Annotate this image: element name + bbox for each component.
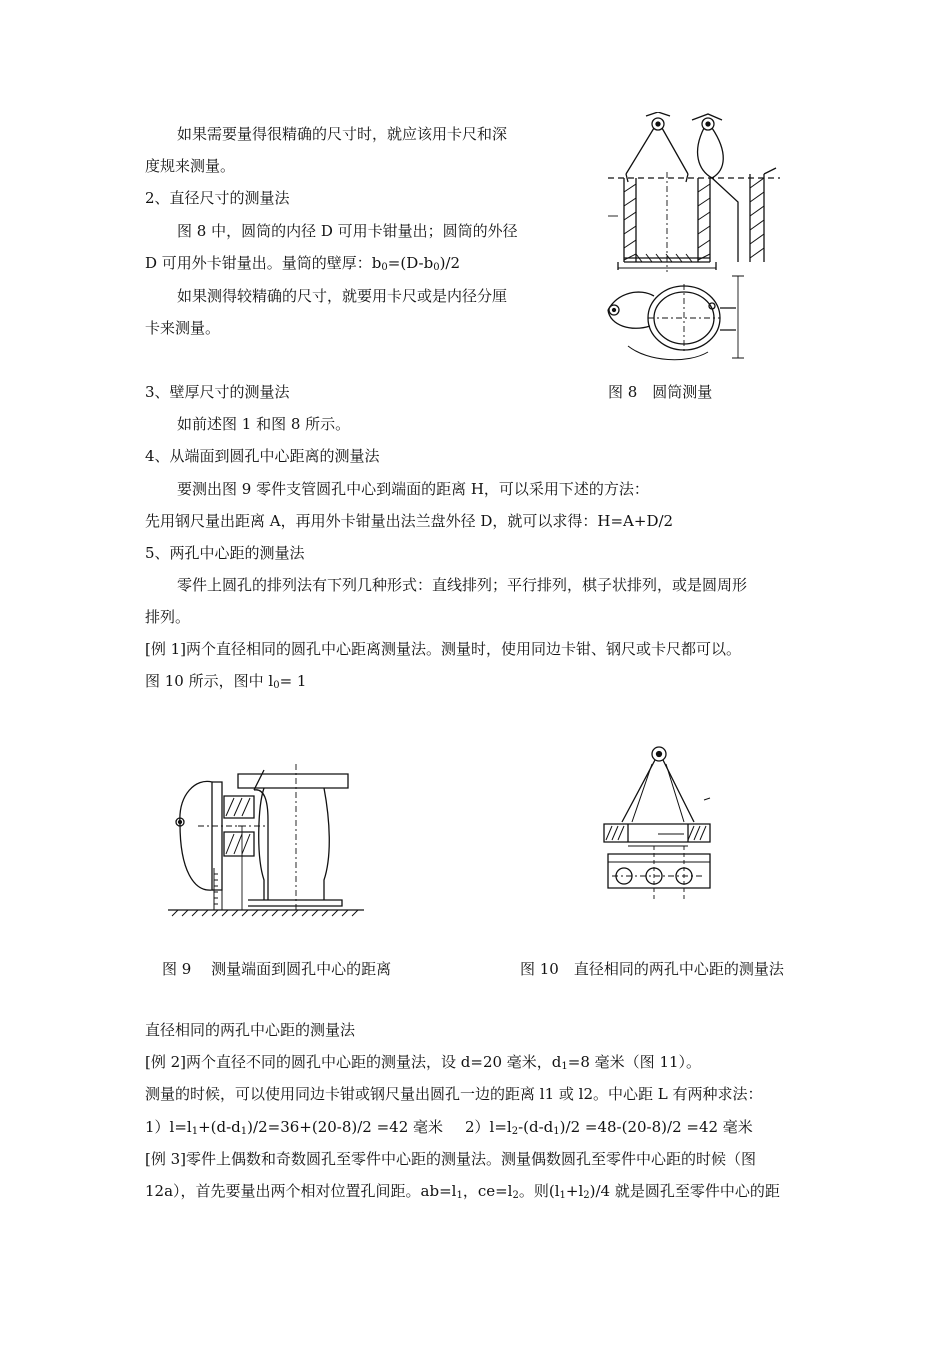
paragraph-line: 如前述图 1 和图 8 所示。 — [177, 415, 351, 433]
subscript: 1 — [561, 1061, 568, 1072]
text-span: 12a），首先要量出两个相对位置孔间距。ab=l — [145, 1182, 457, 1200]
text-span: =(D-b — [387, 254, 434, 272]
subscript: 1 — [553, 1126, 560, 1137]
subscript: 0 — [273, 680, 280, 691]
text-span: 1）l=l — [145, 1118, 192, 1136]
paragraph-line: 直径相同的两孔中心距的测量法 — [145, 1021, 356, 1039]
text-span: D 可用外卡钳量出。量筒的壁厚：b — [145, 254, 382, 272]
subscript: 1 — [240, 1126, 248, 1137]
paragraph-line: 零件上圆孔的排列法有下列几种形式：直线排列；平行排列，棋子状排列，或是圆周形 — [177, 576, 748, 594]
section-heading: 3、壁厚尺寸的测量法 — [145, 383, 290, 401]
figure-9-caption: 图 9 测量端面到圆孔中心的距离 — [162, 960, 392, 978]
paragraph-line: [例 3]零件上偶数和奇数圆孔至零件中心距的测量法。测量偶数圆孔至零件中心距的时候（图 — [145, 1150, 757, 1168]
text-span: [例 2]两个直径不同的圆孔中心距的测量法，设 d=20 毫米，d — [145, 1053, 562, 1071]
figure-8-caption: 图 8 圆筒测量 — [608, 383, 713, 401]
subscript: 2 — [512, 1190, 519, 1201]
paragraph-line — [145, 671, 306, 691]
paragraph-line: 测量的时候，可以使用同边卡钳或钢尺量出圆孔一边的距离 l1 或 l2。中心距 L 有两种求法： — [145, 1085, 763, 1103]
subscript: 1 — [456, 1190, 463, 1201]
subscript: 1 — [191, 1126, 199, 1137]
subscript: 0 — [433, 262, 440, 273]
text-span: =8 毫米（图 11）。 — [567, 1053, 702, 1071]
subscript: 2 — [511, 1126, 519, 1137]
text-span: 。则(l — [518, 1182, 560, 1200]
paragraph-line: 卡来测量。 — [145, 319, 221, 337]
text-span: -(d-d — [518, 1118, 554, 1136]
text-span: )/2=36+(20-8)/2 =42 毫米 — [247, 1118, 444, 1136]
paragraph-line: 如果测得较精确的尺寸，就要用卡尺或是内径分厘 — [177, 287, 508, 305]
paragraph-line: 如果需要量得很精确的尺寸时，就应该用卡尺和深 — [177, 125, 508, 143]
section-heading: 4、从端面到圆孔中心距离的测量法 — [145, 447, 380, 465]
formula-1 — [145, 1117, 443, 1137]
text-span: +(d-d — [198, 1118, 241, 1136]
formula-2 — [465, 1117, 753, 1137]
subscript: 0 — [381, 262, 388, 273]
subscript: 2 — [583, 1190, 590, 1201]
paragraph-line — [145, 253, 460, 273]
text-span: )/2 =48-(20-8)/2 =42 毫米 — [559, 1118, 753, 1136]
text-span: 图 10 所示，图中 l — [145, 672, 274, 690]
section-heading: 2、直径尺寸的测量法 — [145, 189, 290, 207]
figure-8-cylinder-drawing — [588, 112, 794, 364]
section-heading: 5、两孔中心距的测量法 — [145, 544, 305, 562]
paragraph-line — [145, 1181, 780, 1201]
paragraph-line: 先用钢尺量出距离 A，再用外卡钳量出法兰盘外径 D，就可以求得：H=A+D/2 — [145, 512, 674, 530]
text-span: ，ce=l — [462, 1182, 513, 1200]
text-span: )/2 — [439, 254, 461, 272]
paragraph-line: 图 8 中，圆筒的内径 D 可用卡钳量出；圆筒的外径 — [177, 222, 518, 240]
text-span: = 1 — [279, 672, 307, 690]
text-span: 2）l=l — [465, 1118, 512, 1136]
figure-10-caption: 图 10 直径相同的两孔中心距的测量法 — [520, 960, 784, 978]
paragraph-line: 度规来测量。 — [145, 157, 236, 175]
paragraph-line — [145, 1052, 701, 1072]
text-span: )/4 就是圆孔至零件中心的距 — [589, 1182, 780, 1200]
figure-10-caliper-drawing — [598, 742, 718, 914]
text-span: +l — [565, 1182, 584, 1200]
paragraph-line: 要测出图 9 零件支管圆孔中心到端面的距离 H，可以采用下述的方法： — [177, 480, 649, 498]
paragraph-line: 排列。 — [145, 608, 191, 626]
figure-9-pipe-drawing — [168, 760, 368, 920]
subscript: 1 — [559, 1190, 566, 1201]
paragraph-line: [例 1]两个直径相同的圆孔中心距离测量法。测量时，使用同边卡钳、钢尺或卡尺都可以。 — [145, 640, 742, 658]
